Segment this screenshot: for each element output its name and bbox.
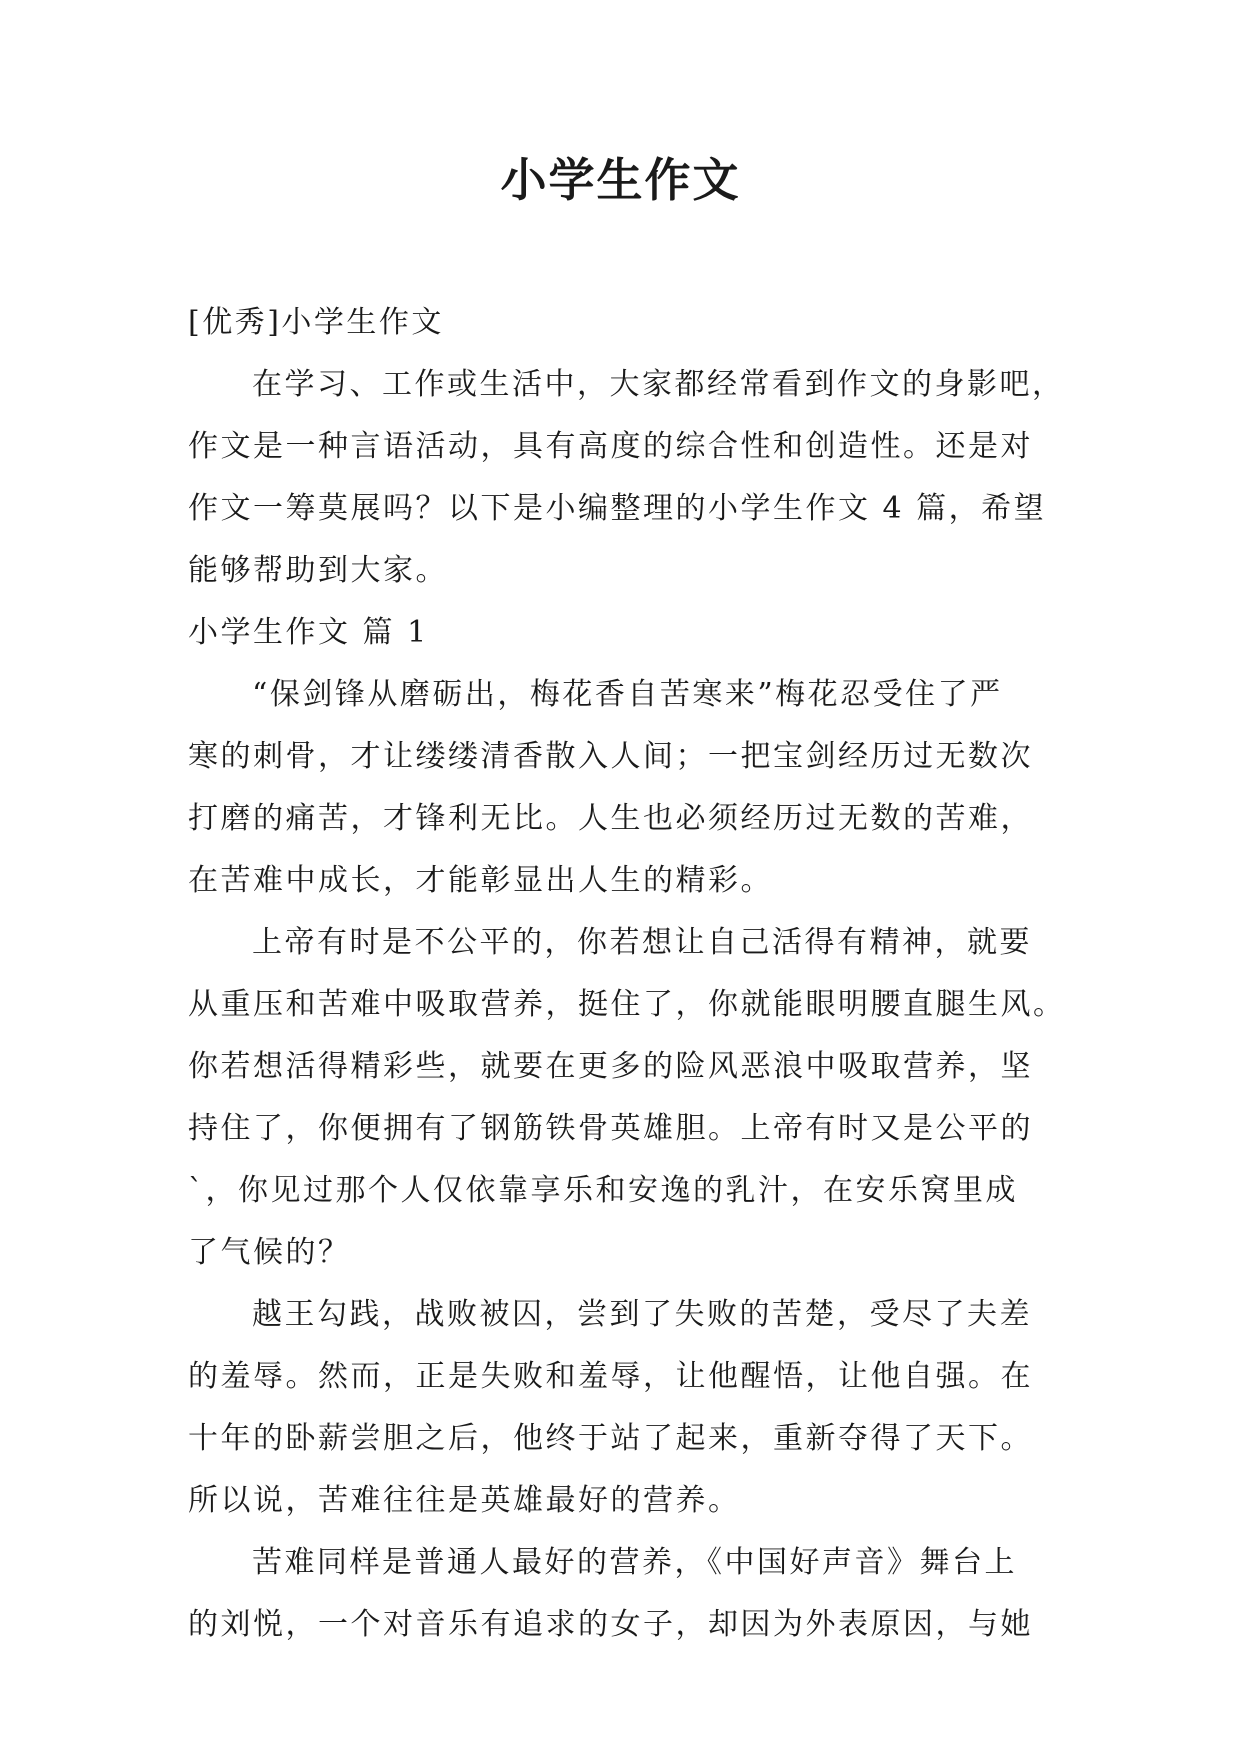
text-line: “保剑锋从磨砺出，梅花香自苦寒来”梅花忍受住了严	[252, 677, 1003, 712]
document-title: 小学生作文	[500, 153, 741, 207]
text-line: 在学习、工作或生活中，大家都经常看到作文的身影吧，	[252, 367, 1065, 402]
text-line: 你若想活得精彩些，就要在更多的险风恶浪中吸取营养，坚	[188, 1049, 1033, 1084]
document-subtitle: [优秀]小学生作文	[188, 305, 444, 340]
text-line: 的羞辱。然而，正是失败和羞辱，让他醒悟，让他自强。在	[188, 1359, 1033, 1394]
text-line: 所以说，苦难往往是英雄最好的营养。	[188, 1483, 741, 1518]
section-heading: 小学生作文 篇 1	[188, 615, 429, 650]
text-line: 作文是一种言语活动，具有高度的综合性和创造性。还是对	[188, 429, 1033, 464]
text-line: 了气候的？	[188, 1235, 351, 1270]
text-line: 十年的卧薪尝胆之后，他终于站了起来，重新夺得了天下。	[188, 1421, 1033, 1456]
text-line: 能够帮助到大家。	[188, 553, 448, 588]
text-line: 越王勾践，战败被囚，尝到了失败的苦楚，受尽了夫差	[252, 1297, 1032, 1332]
text-line: 上帝有时是不公平的，你若想让自己活得有精神，就要	[252, 925, 1032, 960]
text-line: 持住了，你便拥有了钢筋铁骨英雄胆。上帝有时又是公平的	[188, 1111, 1033, 1146]
text-line: 的刘悦，一个对音乐有追求的女子，却因为外表原因，与她	[188, 1607, 1033, 1642]
text-line: `，你见过那个人仅依靠享乐和安逸的乳汁，在安乐窝里成	[188, 1173, 1018, 1208]
text-line: 寒的刺骨，才让缕缕清香散入人间；一把宝剑经历过无数次	[188, 739, 1033, 774]
document-body	[188, 292, 1066, 1656]
text-line: 作文一筹莫展吗？以下是小编整理的小学生作文 4 篇，希望	[188, 491, 1047, 526]
text-line: 苦难同样是普通人最好的营养，《中国好声音》舞台上	[252, 1545, 1017, 1580]
text-line: 从重压和苦难中吸取营养，挺住了，你就能眼明腰直腿生风。	[188, 987, 1066, 1022]
text-line: 打磨的痛苦，才锋利无比。人生也必须经历过无数的苦难，	[188, 801, 1033, 836]
text-line: 在苦难中成长，才能彰显出人生的精彩。	[188, 863, 773, 898]
